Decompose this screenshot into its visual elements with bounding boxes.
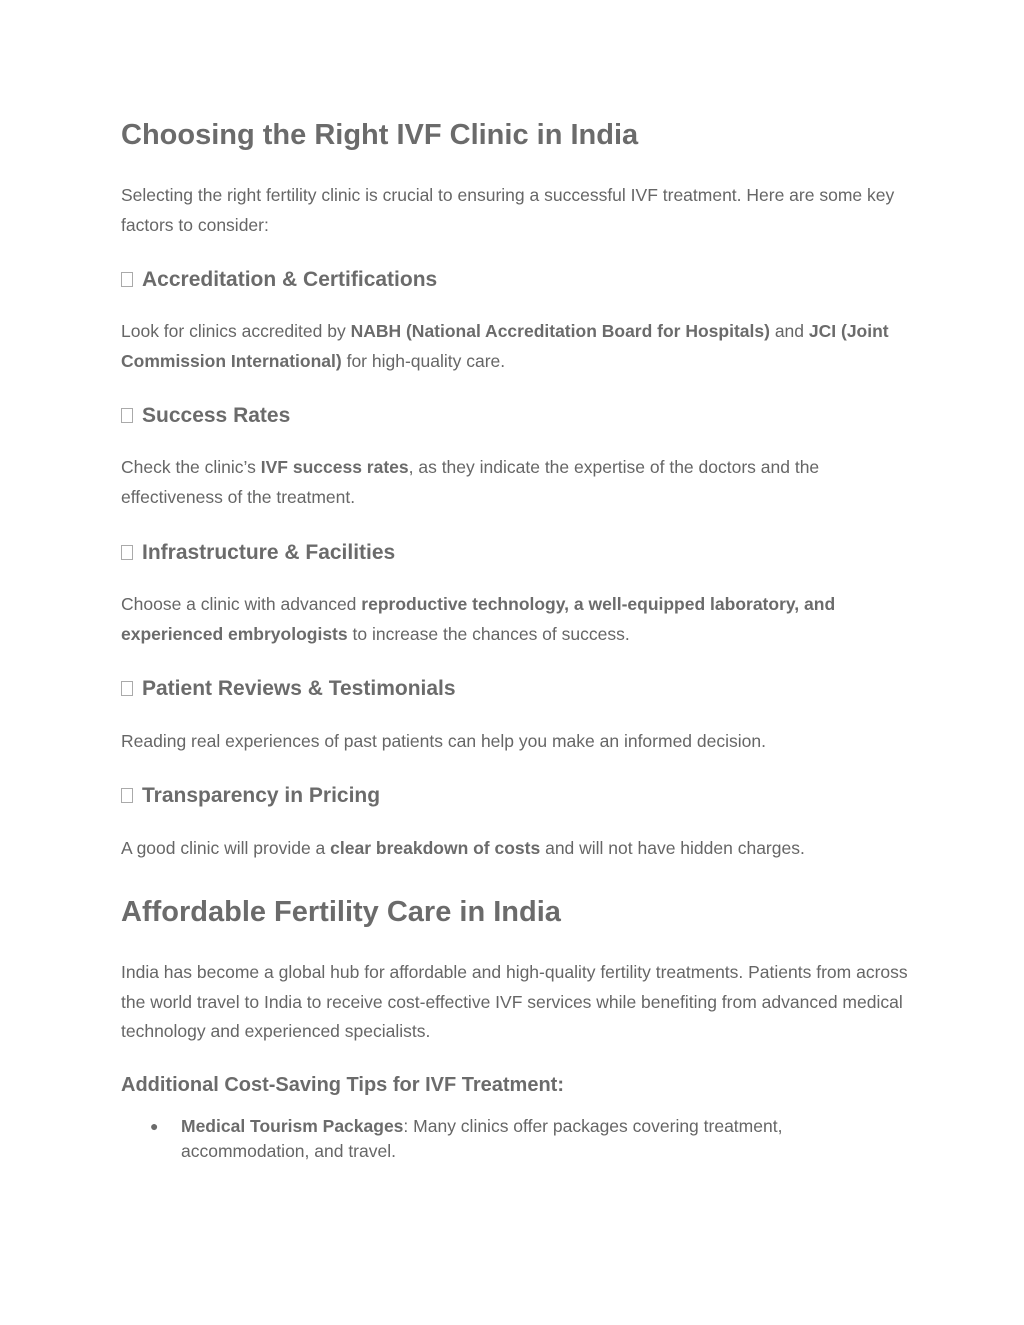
factor-paragraph-infrastructure [121,590,911,649]
checkbox-glyph-icon [121,272,133,287]
body-text: Look for clinics accredited by [121,321,351,341]
subheading-cost-saving-tips: Additional Cost-Saving Tips for IVF Treatment: [121,1074,564,1096]
body-text: to increase the chances of success. [347,623,630,644]
section-title-affordable-care: Affordable Fertility Care in India [121,896,561,928]
body-text: and [769,321,809,341]
emphasis-text: NABH (National Accreditation Board for Hospitals) [350,321,770,341]
emphasis-text: JCI (Joint Commission International) [121,321,889,371]
body-text: for high-quality care. [341,350,506,371]
body-text: Choose a clinic with advanced [121,594,362,614]
list-item-bold: Medical Tourism Packages [181,1116,404,1136]
checkbox-glyph-icon [121,545,133,560]
body-text: and will not have hidden charges. [540,838,805,858]
list-item [150,1114,910,1164]
body-text: Reading real experiences of past patients can help you make an informed decision. [121,731,766,751]
factor-paragraph-success-rates [121,453,911,512]
body-text: Check the clinic’s [121,457,261,477]
factor-heading-text: Infrastructure & Facilities [142,541,396,564]
list-item-text: : Many clinics offer packages covering treatment, accommodation, and travel. [181,1116,783,1161]
bullet-icon: ● [150,1118,159,1134]
factor-paragraph-patient-reviews [121,727,911,757]
factor-heading-text: Success Rates [142,404,291,427]
body-text: , as they indicate the expertise of the doctors and the effectiveness of the treatment. [121,457,820,507]
checkbox-glyph-icon [121,681,133,696]
factor-paragraph-accreditation [121,317,911,376]
section-title-choosing-clinic: Choosing the Right IVF Clinic in India [121,119,639,151]
factor-heading-text: Transparency in Pricing [142,784,381,807]
checkbox-glyph-icon [121,788,133,803]
factor-heading-success-rates [121,404,290,427]
factor-heading-text: Accreditation & Certifications [142,268,438,291]
factor-heading-pricing [121,784,380,807]
section-intro-affordable: India has become a global hub for affordable and high-quality fertility treatments. Patients from across the world travel to India to receive cost-effective IVF services while benefiting from advanced medical technology and experienced specialists. [121,962,908,1041]
checkbox-glyph-icon [121,408,133,423]
factor-paragraph-pricing [121,834,911,864]
factor-heading-text: Patient Reviews & Testimonials [142,677,456,700]
factor-heading-accreditation [121,268,437,291]
factor-heading-patient-reviews [121,677,456,700]
factor-heading-infrastructure [121,541,395,564]
body-text: A good clinic will provide a [121,838,331,858]
emphasis-text: clear breakdown of costs [330,838,541,858]
section-intro: Selecting the right fertility clinic is crucial to ensuring a successful IVF treatment. Here are some key factors to consider: [121,185,895,235]
cost-saving-tips-list [150,1114,910,1164]
emphasis-text: reproductive technology, a well-equipped laboratory, and experienced embryologists [121,594,836,644]
emphasis-text: IVF success rates [260,457,409,477]
